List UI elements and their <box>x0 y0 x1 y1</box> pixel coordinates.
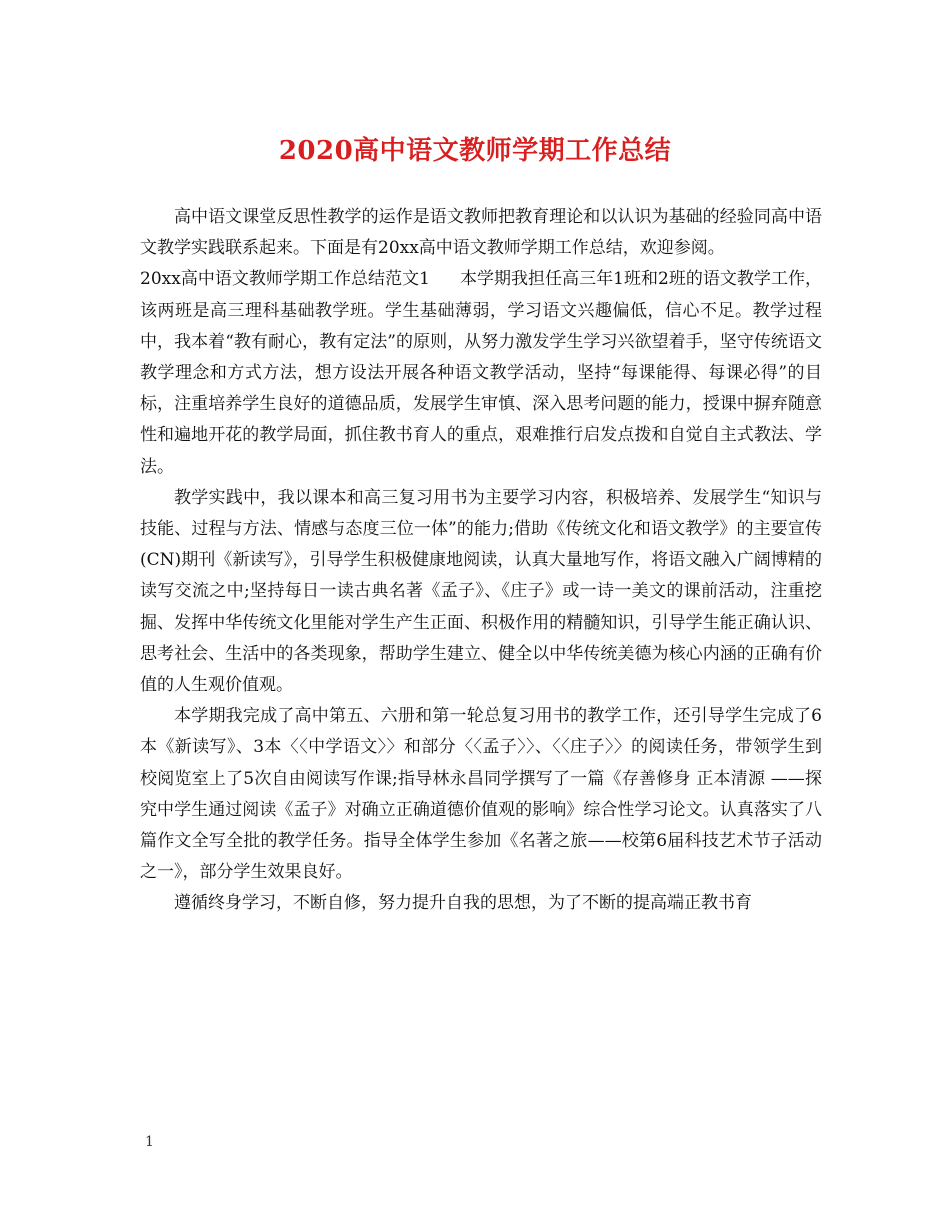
sample-heading: 20xx高中语文教师学期工作总结范文1 <box>140 269 430 290</box>
sample-paragraph-text: 本学期我担任高三年1班和2班的语文教学工作，该两班是高三理科基础教学班。学生基础薄弱，学习语文兴趣偏低，信心不足。教学过程中，我本着“教有耐心，教有定法”的原则，从努力激发学生学习兴欲望着手，坚守传统语文教学理念和方式方法，想方设法开展各种语文教学活动，坚持“每课能得、每课必得”的目标，注重培养学生良好的道德品质，发展学生审慎、深入思考问题的能力，授课中摒弃随意性和遍地开花的教学局面，抓住教书育人的重点，艰难推行启发点拨和自觉自主式教法、学法。 <box>140 269 822 477</box>
sample-paragraph <box>140 264 822 482</box>
document-title: 2020高中语文教师学期工作总结 <box>278 136 672 166</box>
self-study-paragraph: 遵循终身学习，不断自修，努力提升自我的思想，为了不断的提高端正教书育 <box>174 893 752 914</box>
teaching-practice-paragraph: 教学实践中，我以课本和高三复习用书为主要学习内容，积极培养、发展学生“知识与技能、过程与方法、情感与态度三位一体”的能力;借助《传统文化和语文教学》的主要宣传(CN)期刊《新读写》，引导学生积极健康地阅读，认真大量地写作，将语文融入广阔博精的读写交流之中;坚持每日一读古典名著《孟子》、《庄子》或一诗一美文的课前活动，注重挖掘、发挥中华传统文化里能对学生产生正面、积极作用的精髓知识，引导学生能正确认识、思考社会、生活中的各类现象，帮助学生建立、健全以中华传统美德为核心内涵的正确有价值的人生观价值观。 <box>140 487 822 696</box>
intro-paragraph: 高中语文课堂反思性教学的运作是语文教师把教育理论和以认识为基础的经验同高中语文教学实践联系起来。下面是有20xx高中语文教师学期工作总结，欢迎参阅。 <box>140 207 822 259</box>
semester-work-paragraph: 本学期我完成了高中第五、六册和第一轮总复习用书的教学工作，还引导学生完成了6本《新读写》、3本〈〈中学语文〉〉和部分〈〈孟子〉〉、〈〈庄子〉〉的阅读任务，带领学生到校阅览室上了5次自由阅读写作课;指导林永昌同学撰写了一篇《存善修身 正本清源 ——探究中学生通过阅读《孟子》对确立正确道德价值观的影响》综合性学习论文。认真落实了八篇作文全写全批的教学任务。指导全体学生参加《名著之旅——校第6届科技艺术节子活动之一》，部分学生效果良好。 <box>140 706 822 883</box>
page-number: 1 <box>145 1134 154 1150</box>
document-body <box>140 202 822 920</box>
